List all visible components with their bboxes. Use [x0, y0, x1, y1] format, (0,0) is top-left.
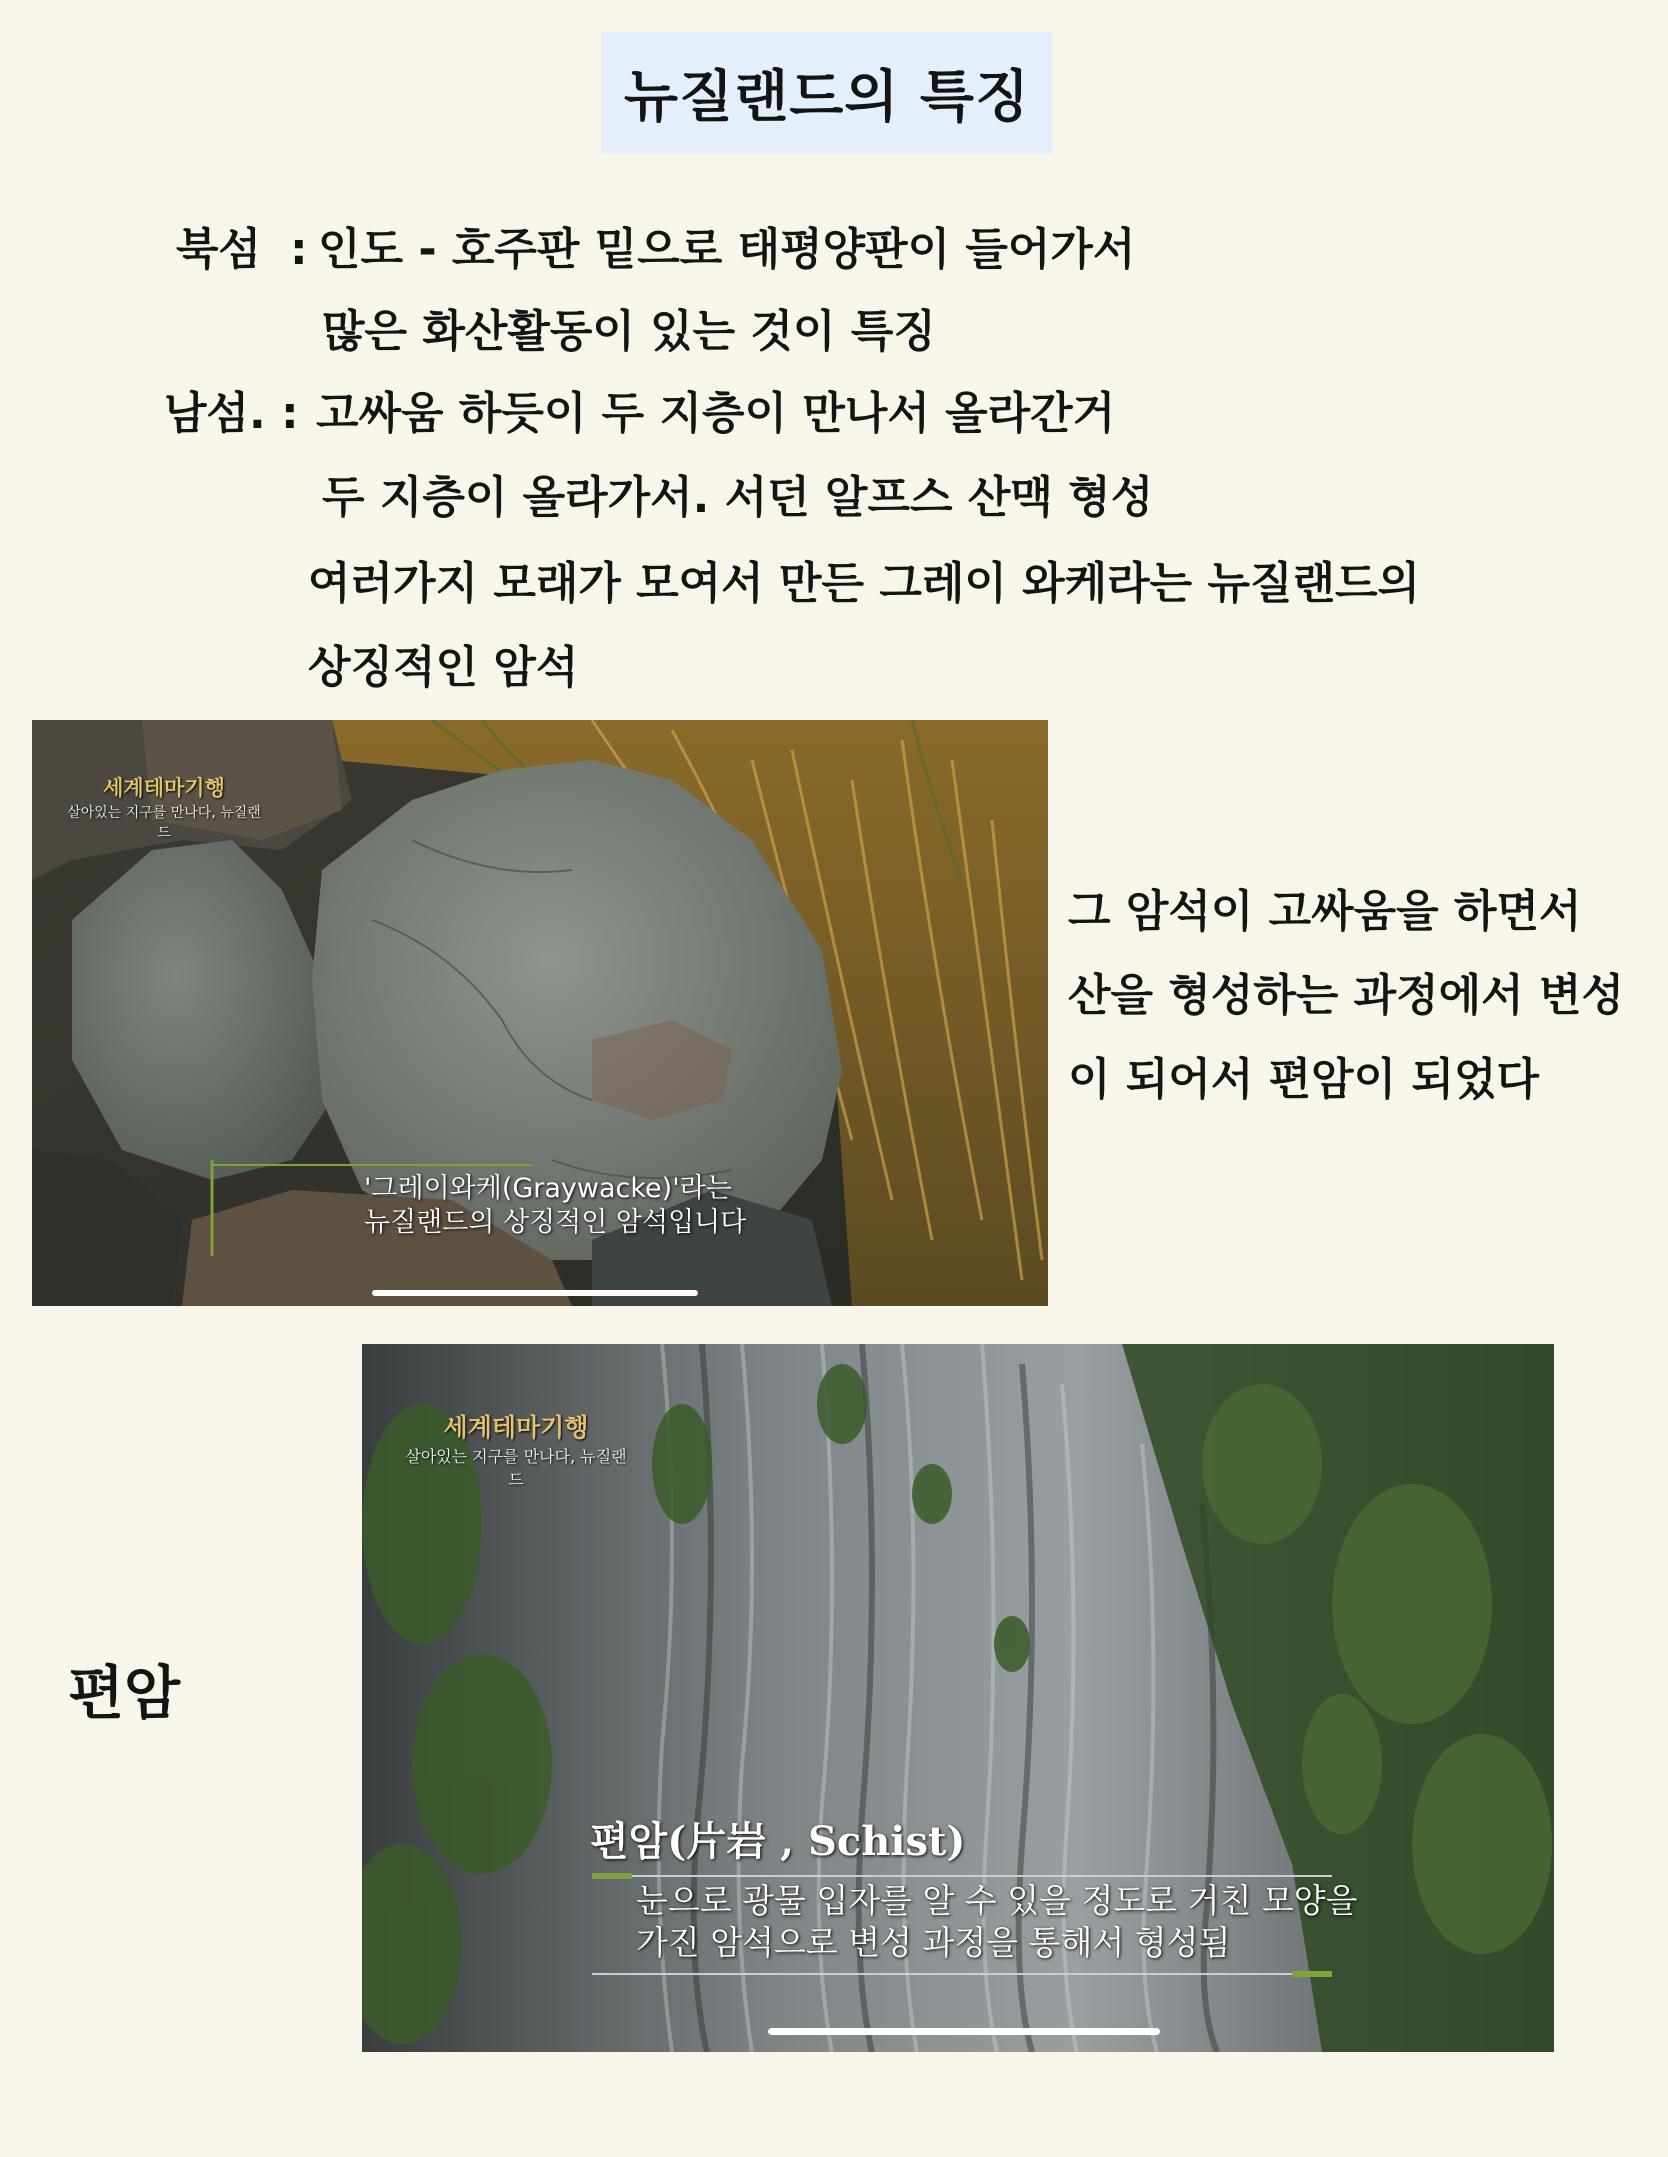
north-island-line-2: 많은 화산활동이 있는 것이 특징 [322, 306, 936, 357]
schist-caption-title: 편암(片岩 , Schist) [590, 1818, 966, 1865]
graywacke-line-1: 여러가지 모래가 모여서 만든 그레이 와케라는 뉴질랜드의 [308, 558, 1421, 609]
graywacke-caption [364, 1172, 746, 1240]
north-island-label: 북섬 [176, 224, 262, 275]
watermark-title: 세계테마기행 [443, 1413, 589, 1442]
graywacke-caption-line-1: '그레이와케(Graywacke)'라는 [364, 1173, 732, 1204]
side-note-line-1: 그 암석이 고싸움을 하면서 [1068, 886, 1582, 937]
page-title: 뉴질랜드의 특징 [623, 65, 1031, 130]
schist-caption [636, 1880, 1357, 1964]
title-box [602, 32, 1052, 154]
watermark-subtitle: 살아있는 지구를 만나다, 뉴질랜드 [405, 1447, 627, 1489]
graywacke-caption-line-2: 뉴질랜드의 상징적인 암석입니다 [364, 1207, 747, 1238]
schist-caption-line-1: 눈으로 광물 입자를 알 수 있을 정도로 거친 모양을 [636, 1881, 1358, 1920]
graywacke-photo-watermark [64, 772, 264, 842]
watermark-title: 세계테마기행 [103, 776, 225, 800]
side-note-line-2: 산을 형성하는 과정에서 변성 [1068, 970, 1625, 1021]
watermark-subtitle: 살아있는 지구를 만나다, 뉴질랜드 [67, 805, 261, 841]
graywacke-line-2: 상징적인 암석 [308, 642, 579, 693]
schist-photo-watermark [398, 1408, 634, 1490]
south-island-line-1: 고싸움 하듯이 두 지층이 만나서 올라간거 [316, 388, 1116, 439]
north-island-line-1: 인도 - 호주판 밑으로 태평양판이 들어가서 [318, 224, 1136, 275]
north-island-colon: : [290, 224, 308, 275]
video-progress-bar[interactable] [372, 1290, 698, 1296]
schist-photo [362, 1344, 1554, 2052]
south-island-line-2: 두 지층이 올라가서. 서던 알프스 산맥 형성 [322, 472, 1154, 523]
schist-label: 편암 [68, 1659, 181, 1727]
south-island-label: 남섬. : [164, 388, 299, 439]
video-progress-bar[interactable] [768, 2028, 1160, 2035]
side-note-line-3: 이 되어서 편암이 되었다 [1068, 1054, 1539, 1105]
graywacke-photo [32, 720, 1048, 1306]
schist-caption-line-2: 가진 암석으로 변성 과정을 통해서 형성됨 [636, 1923, 1231, 1962]
